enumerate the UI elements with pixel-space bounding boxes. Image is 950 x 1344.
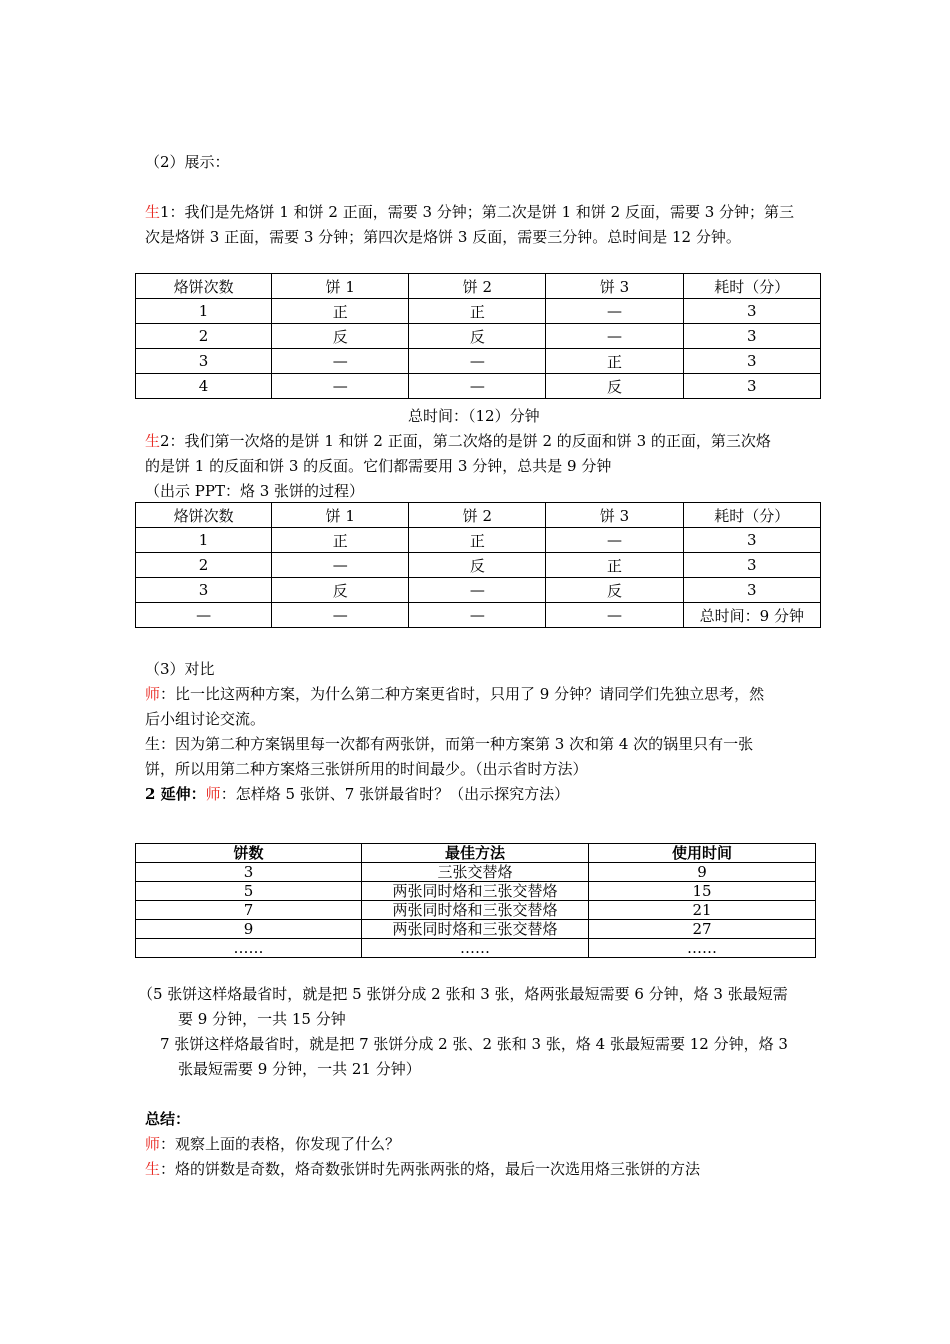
table-cell: 正 bbox=[546, 553, 683, 578]
baking-table-1 bbox=[135, 273, 821, 399]
table-row bbox=[136, 578, 821, 603]
table-cell: 正 bbox=[409, 299, 546, 324]
table-header-cell: 饼 3 bbox=[546, 274, 683, 299]
table-cell: 正 bbox=[409, 528, 546, 553]
summary-teacher-line bbox=[145, 1131, 400, 1157]
table-cell: …… bbox=[588, 939, 815, 958]
extension-line bbox=[145, 781, 569, 807]
table-cell: 9 bbox=[588, 863, 815, 882]
teacher-line2: 后小组讨论交流。 bbox=[145, 710, 266, 728]
table-header-cell: 饼 2 bbox=[409, 503, 546, 528]
table-header-cell: 烙饼次数 bbox=[136, 274, 272, 299]
speaker-student: 生 bbox=[145, 203, 161, 221]
table-cell: — bbox=[546, 528, 683, 553]
table-cell: — bbox=[272, 553, 409, 578]
table-cell: — bbox=[136, 603, 272, 628]
teacher-text: ：比一比这两种方案，为什么第二种方案更省时，只用了 9 分钟？请同学们先独立思考，然 bbox=[160, 685, 765, 703]
table-cell: 反 bbox=[272, 324, 409, 349]
table-cell: — bbox=[546, 324, 683, 349]
speaker-teacher: 师 bbox=[145, 1135, 161, 1153]
table-row bbox=[136, 324, 821, 349]
table-cell: 1 bbox=[136, 528, 272, 553]
table-row bbox=[136, 939, 816, 958]
table-cell: 5 bbox=[136, 882, 362, 901]
table-cell: 两张同时烙和三张交替烙 bbox=[362, 901, 589, 920]
table-cell: 2 bbox=[136, 553, 272, 578]
explanation-line4: 张最短需要 9 分钟，一共 21 分钟） bbox=[178, 1060, 421, 1078]
table-header-cell: 饼 1 bbox=[272, 503, 409, 528]
student2-line2: 的是饼 1 的反面和饼 3 的反面。它们都需要用 3 分钟，总共是 9 分钟 bbox=[145, 457, 612, 475]
table-cell: 3 bbox=[683, 299, 820, 324]
table-row bbox=[136, 863, 816, 882]
extension-label: 2 延伸： bbox=[145, 785, 206, 803]
table-cell: 正 bbox=[272, 299, 409, 324]
table-row bbox=[136, 901, 816, 920]
table-row bbox=[136, 528, 821, 553]
summary-student-line bbox=[145, 1156, 700, 1182]
table-row bbox=[136, 299, 821, 324]
method-table bbox=[135, 843, 816, 958]
student1-line1 bbox=[145, 199, 794, 225]
table-header-cell: 使用时间 bbox=[588, 844, 815, 863]
table-header-cell: 最佳方法 bbox=[362, 844, 589, 863]
table-cell: 正 bbox=[272, 528, 409, 553]
summary-heading: 总结： bbox=[145, 1110, 191, 1128]
table-cell: 3 bbox=[136, 578, 272, 603]
table-cell: 3 bbox=[683, 374, 820, 399]
table-header-cell: 饼 2 bbox=[409, 274, 546, 299]
student3-line2: 饼，所以用第二种方案烙三张饼所用的时间最少。（出示省时方法） bbox=[145, 760, 588, 778]
table-cell: 两张同时烙和三张交替烙 bbox=[362, 920, 589, 939]
table-cell: — bbox=[272, 374, 409, 399]
table-cell: 3 bbox=[683, 349, 820, 374]
section2-heading: （2）展示： bbox=[145, 153, 230, 171]
table-cell: 反 bbox=[546, 578, 683, 603]
table-cell: — bbox=[272, 349, 409, 374]
student2-line1 bbox=[145, 428, 771, 454]
table-cell: 三张交替烙 bbox=[362, 863, 589, 882]
table-cell: 2 bbox=[136, 324, 272, 349]
table-cell: …… bbox=[362, 939, 589, 958]
speaker-student: 生 bbox=[145, 1160, 161, 1178]
summary-teacher-text: ：观察上面的表格，你发现了什么？ bbox=[160, 1135, 401, 1153]
speaker-teacher: 师 bbox=[205, 785, 221, 803]
table-cell: 21 bbox=[588, 901, 815, 920]
table1-total: 总时间：（12）分钟 bbox=[408, 407, 540, 425]
table-cell: — bbox=[272, 603, 409, 628]
table-cell: — bbox=[409, 603, 546, 628]
table-cell: 反 bbox=[272, 578, 409, 603]
student1-line2: 次是烙饼 3 正面，需要 3 分钟；第四次是烙饼 3 反面，需要三分钟。总时间是 12 分钟。 bbox=[145, 228, 741, 246]
explanation-line1: （5 张饼这样烙最省时，就是把 5 张饼分成 2 张和 3 张，烙两张最短需要 6 分钟，烙 3 张最短需 bbox=[138, 985, 788, 1003]
table-header-row bbox=[136, 274, 821, 299]
ppt-note: （出示 PPT：烙 3 张饼的过程） bbox=[145, 482, 365, 500]
speaker-student: 生 bbox=[145, 432, 161, 450]
table-cell: 3 bbox=[136, 349, 272, 374]
table-header-cell: 耗时（分） bbox=[683, 274, 820, 299]
table-row bbox=[136, 603, 821, 628]
table-cell: 正 bbox=[546, 349, 683, 374]
section3-heading: （3）对比 bbox=[145, 660, 215, 678]
table-cell: 总时间：9 分钟 bbox=[683, 603, 820, 628]
table-cell: 两张同时烙和三张交替烙 bbox=[362, 882, 589, 901]
table-row bbox=[136, 882, 816, 901]
table-header-cell: 耗时（分） bbox=[683, 503, 820, 528]
table-row bbox=[136, 553, 821, 578]
table-cell: 27 bbox=[588, 920, 815, 939]
table-cell: 3 bbox=[683, 528, 820, 553]
table-header-cell: 饼数 bbox=[136, 844, 362, 863]
baking-table-2 bbox=[135, 502, 821, 628]
table-header-row bbox=[136, 503, 821, 528]
table-cell: …… bbox=[136, 939, 362, 958]
table-cell: — bbox=[546, 299, 683, 324]
student3-line1: 生：因为第二种方案锅里每一次都有两张饼，而第一种方案第 3 次和第 4 次的锅里只有一张 bbox=[145, 735, 754, 753]
explanation-line3: 7 张饼这样烙最省时，就是把 7 张饼分成 2 张、2 张和 3 张，烙 4 张最短需要 12 分钟，烙 3 bbox=[160, 1035, 788, 1053]
table-cell: 7 bbox=[136, 901, 362, 920]
table-header-cell: 饼 3 bbox=[546, 503, 683, 528]
table-cell: 反 bbox=[409, 553, 546, 578]
table-cell: 3 bbox=[136, 863, 362, 882]
table-row bbox=[136, 374, 821, 399]
table-header-cell: 饼 1 bbox=[272, 274, 409, 299]
summary-student-text: ：烙的饼数是奇数，烙奇数张饼时先两张两张的烙，最后一次选用烙三张饼的方法 bbox=[160, 1160, 701, 1178]
table-cell: 9 bbox=[136, 920, 362, 939]
teacher-line1 bbox=[145, 681, 764, 707]
table-row bbox=[136, 920, 816, 939]
table-header-cell: 烙饼次数 bbox=[136, 503, 272, 528]
table-header-row bbox=[136, 844, 816, 863]
table-cell: 反 bbox=[546, 374, 683, 399]
table-cell: — bbox=[546, 603, 683, 628]
table-cell: 3 bbox=[683, 324, 820, 349]
extension-text: ：怎样烙 5 张饼、7 张饼最省时？（出示探究方法） bbox=[220, 785, 570, 803]
table-cell: 15 bbox=[588, 882, 815, 901]
table-cell: 3 bbox=[683, 553, 820, 578]
table-cell: 反 bbox=[409, 324, 546, 349]
table-cell: — bbox=[409, 349, 546, 374]
explanation-line2: 要 9 分钟，一共 15 分钟 bbox=[178, 1010, 346, 1028]
table-cell: 1 bbox=[136, 299, 272, 324]
student2-text: 2：我们第一次烙的是饼 1 和饼 2 正面，第二次烙的是饼 2 的反面和饼 3 的正面，第三次烙 bbox=[160, 432, 771, 450]
table-cell: — bbox=[409, 578, 546, 603]
student1-text: 1：我们是先烙饼 1 和饼 2 正面，需要 3 分钟；第二次是饼 1 和饼 2 反面，需要 3 分钟；第三 bbox=[160, 203, 795, 221]
table-cell: — bbox=[409, 374, 546, 399]
speaker-teacher: 师 bbox=[145, 685, 161, 703]
table-row bbox=[136, 349, 821, 374]
table-cell: 4 bbox=[136, 374, 272, 399]
table-cell: 3 bbox=[683, 578, 820, 603]
